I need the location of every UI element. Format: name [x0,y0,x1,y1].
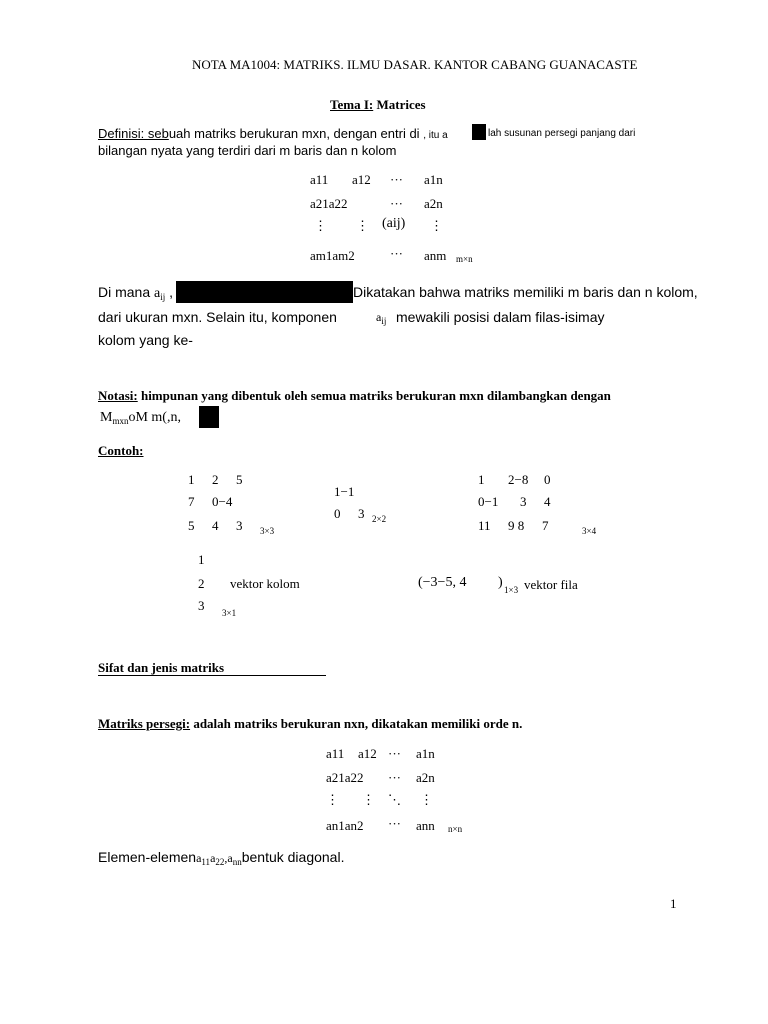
row-vector-content: (−3−5, 4 [418,575,467,590]
vector-caption: vektor kolom [230,576,300,591]
matrix-cell: 4 [544,494,551,509]
matrix-cell: ··· [388,816,401,831]
dimana-line-2-aij [376,310,386,326]
matrix-cell: 1 [188,472,195,487]
matrix-cell: ··· [388,746,401,761]
matrix-size: 3×1 [222,608,237,618]
general-matrix [310,172,480,272]
matrix-cell: ··· [390,196,403,211]
matrix-cell: ··· [390,246,403,261]
notasi-label: Notasi: [98,388,138,403]
matrix-cell: 7 [542,518,549,533]
matrix-cell: ··· [390,172,403,187]
matrix-cell: a11 [326,746,345,761]
matrix-cell: 0 [334,506,341,521]
matrix-size: n×n [448,824,463,834]
matrix-cell: 4 [212,518,219,533]
example-column-vector [190,552,370,622]
matrix-cell: an1an2 [326,818,364,833]
elemen-line [98,849,344,867]
definition-label: Definisi: seb [98,126,169,141]
matrix-cell: 3 [520,494,527,509]
vector-caption: vektor fila [524,577,578,592]
matrix-cell: a12 [358,746,377,761]
notasi-end: ,n, [166,410,181,425]
matrix-cell: a21a22 [326,770,364,785]
matrix-cell: ⋮ [326,792,339,807]
matrix-cell: 2−8 [508,472,529,487]
matrix-size: 3×3 [260,526,275,536]
dimana-comma: , [165,284,174,300]
matrix-cell: am1am2 [310,248,355,263]
persegi-label: Matriks persegi: [98,716,191,731]
matrix-cell: 3 [236,518,243,533]
matrix-cell: 2 [212,472,219,487]
matrix-cell: 2 [198,576,205,591]
notasi-line-2 [100,410,181,426]
persegi-line [98,716,522,732]
page-number: 1 [670,896,677,911]
dimana-line-2b: mewakili posisi dalam filas-isimay [396,309,605,325]
notasi-line-1 [98,388,684,404]
section-title [330,97,426,113]
matrix-cell: anm [424,248,447,263]
diag-ann: ,a [224,851,233,865]
diag-a22-sub: 22 [215,857,225,867]
dimana-text: Di mana [98,284,151,300]
diag-a11: a [196,851,202,865]
matrix-cell: a2n [416,770,435,785]
notasi-text: himpunan yang dibentuk oleh semua matriks berukuran mxn dilambangkan dengan [137,388,611,403]
section-title-rest: Matrices [373,97,426,112]
matrix-cell: ⋮ [430,218,443,233]
square-matrix [318,746,478,838]
matrix-cell: 7 [188,494,195,509]
matrix-cell: 5 [236,472,243,487]
elemen-text: Elemen-elemen [98,849,197,865]
persegi-text: adalah matriks berukuran nxn, dikatakan memiliki orde n. [190,716,523,731]
matrix-size: 1×3 [504,585,519,595]
matrix-cell: ⋮ [420,792,433,807]
matrix-cell: 3 [198,598,205,613]
matrix-cell: ⋮ [356,218,369,233]
matrix-cell: ··· [388,770,401,785]
definition-small-text: , itu a [423,130,448,141]
example-row-vector [418,575,608,605]
dimana-line-3: kolom yang ke- [98,332,193,348]
dimana-line-1 [98,284,173,302]
matrix-cell: a11 [310,172,329,187]
matrix-size: 2×2 [372,514,387,524]
elemen-diag [196,851,242,865]
matrix-cell: a1n [424,172,443,187]
matrix-cell: a12 [352,172,371,187]
document-header: NOTA MA1004: MATRIKS. ILMU DASAR. KANTOR CABANG GUANACASTE [192,57,638,72]
elemen-rest: bentuk diagonal. [241,849,345,865]
matrix-cell: 1 [198,552,205,567]
definition-line-1 [98,126,448,141]
matrix-cell: ann [416,818,435,833]
sifat-heading: Sifat dan jenis matriks [98,660,326,676]
example-matrix-3x3 [180,472,290,542]
matrix-cell: 3 [358,506,365,521]
example-matrix-3x4 [470,472,610,542]
matrix-cell: a2n [424,196,443,211]
matrix-size: m×n [456,254,473,264]
matrix-cell: ⋮ [362,792,375,807]
section-title-label: Tema I: [330,97,374,112]
matrix-cell: 1−1 [334,484,355,499]
diag-a22: a [210,851,216,865]
definition-small-text-2: lah susunan persegi panjang dari [488,128,636,139]
diag-a11-sub: 11 [201,857,211,867]
row-vector-close: ) [498,575,503,590]
dimana-line-2a: dari ukuran mxn. Selain itu, komponen [98,309,337,325]
redaction-box [472,124,486,140]
notasi-sub: mxn [112,416,129,426]
matrix-cell: 9 8 [508,518,525,533]
aij-symbol: a [376,310,382,324]
matrix-center-element: (aij) [382,216,406,231]
diag-ann-sub: nn [232,857,242,867]
matrix-cell: a21a22 [310,196,348,211]
redaction-box [176,281,353,303]
matrix-cell: a1n [416,746,435,761]
notasi-rest: oM m( [128,410,167,425]
matrix-cell: 1 [478,472,485,487]
matrix-cell: 5 [188,518,195,533]
notasi-M: M [100,410,113,425]
example-matrix-2x2 [326,484,416,534]
matrix-cell: ⋱ [388,792,401,807]
definition-text: uah matriks berukuran mxn, dengan entri di [168,126,420,141]
matrix-cell: 0 [544,472,551,487]
dimana-aij: a [154,286,161,301]
aij-symbol-sub: ij [381,316,387,326]
dimana-rest: Dikatakan bahwa matriks memiliki m baris dan n kolom, [353,284,698,300]
definition-line-2: bilangan nyata yang terdiri dari m baris dan n kolom [98,143,397,158]
dimana-aij-sub: ij [160,292,166,302]
contoh-label: Contoh: [98,443,144,458]
redaction-box [199,406,219,428]
matrix-size: 3×4 [582,526,597,536]
matrix-cell: ⋮ [314,218,327,233]
matrix-cell: 11 [478,518,491,533]
matrix-cell: 0−1 [478,494,499,509]
matrix-cell: 0−4 [212,494,233,509]
